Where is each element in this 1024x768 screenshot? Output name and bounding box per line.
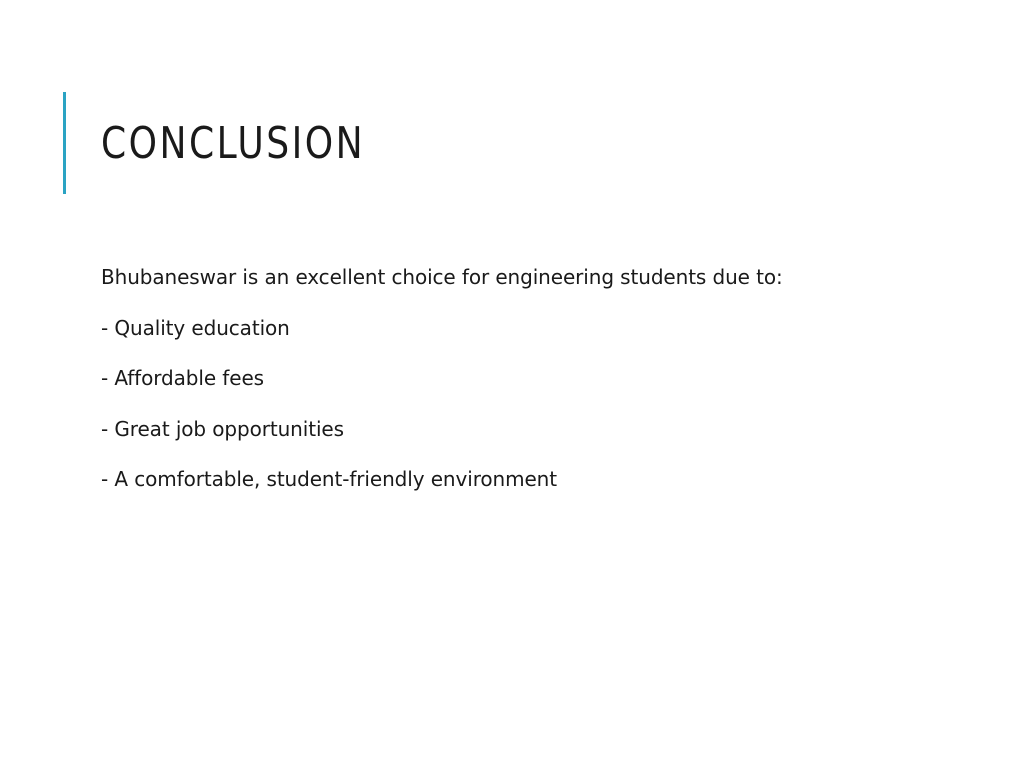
point-quality-education: - Quality education	[101, 315, 290, 340]
point-affordable-fees: - Affordable fees	[101, 366, 264, 391]
point-job-opportunities: - Great job opportunities	[101, 416, 344, 441]
intro-text: Bhubaneswar is an excellent choice for engineering students due to:	[101, 265, 783, 289]
point-student-environment: - A comfortable, student-friendly environment	[101, 467, 557, 492]
slide-title: CONCLUSION	[101, 118, 366, 169]
slide-body	[101, 263, 961, 516]
title-accent-bar	[63, 92, 66, 194]
